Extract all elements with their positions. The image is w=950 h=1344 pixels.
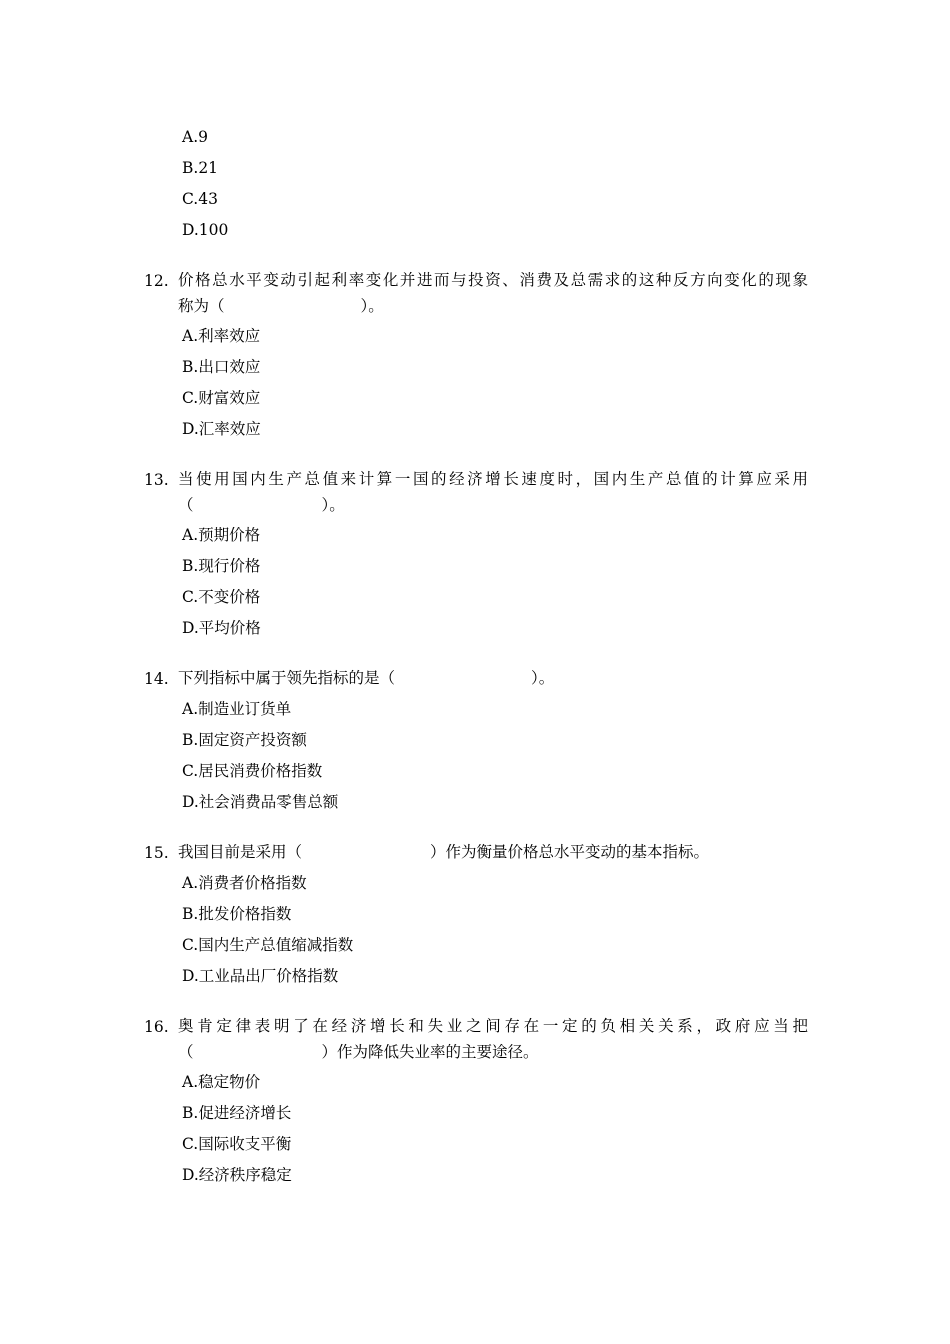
option-d: D.社会消费品零售总额 (182, 793, 339, 811)
option-d: D.平均价格 (182, 619, 261, 637)
option-d: D.经济秩序稳定 (182, 1166, 292, 1184)
question-number: 15. (144, 844, 169, 862)
question-number: 16. (144, 1018, 169, 1036)
option-b: B.出口效应 (182, 358, 261, 376)
question-number: 13. (144, 471, 169, 489)
question-options (182, 1069, 808, 1193)
question-14 (144, 666, 808, 820)
option-a: A.预期价格 (182, 526, 261, 544)
option-d: D.汇率效应 (182, 420, 261, 438)
question-text-continued: （ ）。 (178, 496, 345, 514)
option-d: D.100 (182, 221, 229, 239)
option-c: C.不变价格 (182, 588, 261, 606)
question-text: 当使用国内生产总值来计算一国的经济增长速度时，国内生产总值的计算应采用 (178, 470, 808, 488)
option-b: B.固定资产投资额 (182, 731, 307, 749)
option-c: C.国内生产总值缩减指数 (182, 936, 354, 954)
option-c: C.居民消费价格指数 (182, 762, 323, 780)
question-options (182, 696, 808, 820)
question-16 (144, 1014, 808, 1193)
question-options (182, 870, 808, 994)
option-b: B.批发价格指数 (182, 905, 292, 923)
question-text-continued: （ ）作为降低失业率的主要途径。 (178, 1043, 539, 1061)
question-number: 12. (144, 272, 169, 290)
option-a: A.9 (182, 128, 208, 146)
question-options (182, 522, 808, 646)
question-15 (144, 840, 808, 994)
question-options (182, 323, 808, 447)
option-a: A.制造业订货单 (182, 700, 292, 718)
option-c: C.43 (182, 190, 218, 208)
question-11-options (182, 124, 228, 248)
question-text: 奥肯定律表明了在经济增长和失业之间存在一定的负相关关系，政府应当把 (178, 1017, 808, 1035)
question-13 (144, 467, 808, 646)
question-text-continued: 称为（ ）。 (178, 297, 384, 315)
option-b: B.现行价格 (182, 557, 261, 575)
option-c: C.国际收支平衡 (182, 1135, 292, 1153)
option-a: A.消费者价格指数 (182, 874, 307, 892)
option-a: A.利率效应 (182, 327, 261, 345)
question-12 (144, 268, 808, 447)
question-text: 价格总水平变动引起利率变化并进而与投资、消费及总需求的这种反方向变化的现象 (178, 271, 808, 289)
option-c: C.财富效应 (182, 389, 261, 407)
question-number: 14. (144, 670, 169, 688)
option-b: B.21 (182, 159, 219, 177)
question-text: 我国目前是采用（ ）作为衡量价格总水平变动的基本指标。 (178, 843, 710, 861)
question-text: 下列指标中属于领先指标的是（ ）。 (178, 669, 555, 687)
option-d: D.工业品出厂价格指数 (182, 967, 339, 985)
option-b: B.促进经济增长 (182, 1104, 292, 1122)
option-a: A.稳定物价 (182, 1073, 261, 1091)
